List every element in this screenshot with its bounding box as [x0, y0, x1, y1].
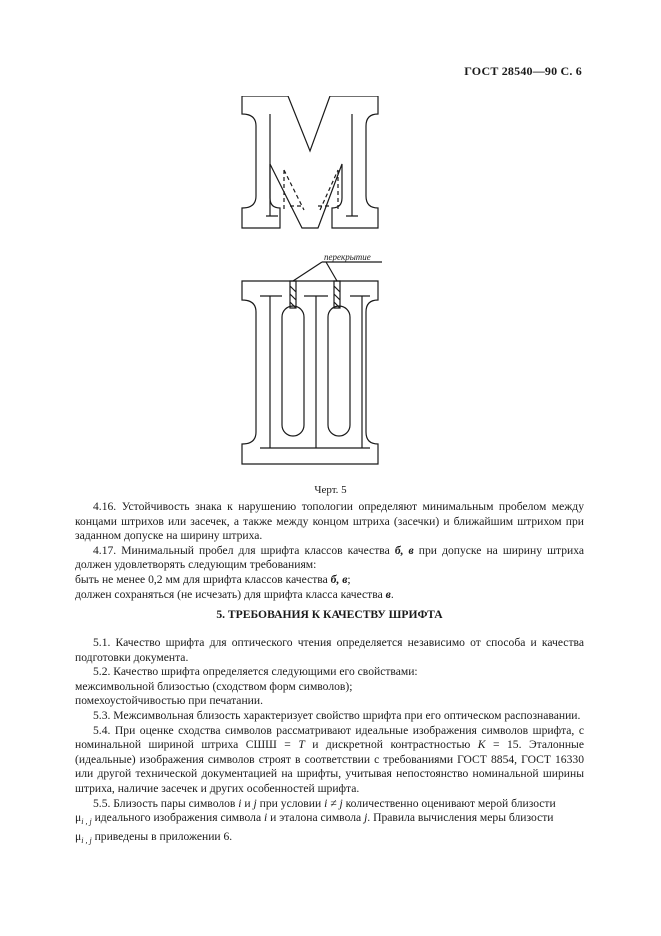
paragraph-5-4: 5.4. При оценке сходства символов рассматривают идеальные изображения символов шрифта, с номинальной шириной штриха СШШ = Т и дискретной контрастностью K = 15. Эталонные (идеальные) изображения символов строят в соответствии с требованиями ГОСТ 8854, ГОСТ 16330 или другой технической документацией на шрифты, учитывая непостоянство номинальной ширины штриха, наличие засечек и других особенностей шрифта. [75, 723, 584, 795]
figure-caption: Черт. 5 [314, 484, 347, 496]
paragraph-5-1: 5.1. Качество шрифта для оптического чтения определяется независимо от способа и качества подготовки документа. [75, 636, 584, 664]
letter-m-outline [242, 96, 378, 228]
letter-sh-outline [242, 281, 378, 464]
section-5-text [75, 636, 584, 848]
paragraph-4-17-item-2: должен сохраняться (не исчезать) для шрифта класса качества в. [75, 587, 394, 601]
letter-m-inner-left [266, 114, 278, 216]
section-5-heading-block [75, 608, 584, 623]
section-5-heading: 5. ТРЕБОВАНИЯ К КАЧЕСТВУ ШРИФТА [216, 608, 443, 621]
overlap-left [290, 281, 296, 308]
paragraph-5-5: 5.5. Близость пары символов i и j при условии i ≠ j количественно оценивают мерой близости $\mu_{i , j}$ идеального изображения символа i и эталона символа j. Правила вычисления меры близости $\mu_{i , j}$ приведены в приложении 6. [75, 796, 556, 845]
page-header: ГОСТ 28540—90 С. 6 [464, 64, 582, 78]
figure-5 [230, 96, 390, 474]
figure-drawing [230, 96, 390, 474]
paragraph-4-17-item-1: быть не менее 0,2 мм для шрифта классов качества б, в; [75, 572, 351, 586]
paragraph-5-3: 5.3. Межсимвольная близость характеризует свойство шрифта при его оптическом распознавании. [93, 708, 581, 722]
letter-sh-counter-left [282, 306, 304, 436]
paragraph-4-16: 4.16. Устойчивость знака к нарушению топологии определяют минимальным пробелом между концами штрихов или засечек, а также между концом штриха (засечки) и ближайшим штрихом при заданном допуске на ширину штриха. [75, 500, 584, 543]
letter-m-dashes [284, 170, 338, 210]
paragraph-4-17: 4.17. Минимальный пробел для шрифта классов качества б, в при допуске на ширину штриха должен удовлетворять следующим требованиям: [75, 543, 584, 572]
overlap-right [334, 281, 340, 308]
paragraph-5-2: 5.2. Качество шрифта определяется следующими его свойствами: [93, 665, 418, 679]
section-4-text [75, 500, 584, 602]
paragraph-5-2-item-2: помехоустойчивостью при печатании. [75, 694, 263, 708]
annotation-leader [293, 262, 382, 281]
figure-annotation: перекрытие [324, 252, 371, 262]
letter-sh-stems [260, 296, 370, 448]
letter-m-inner-right [346, 114, 358, 216]
letter-sh-counter-right [328, 306, 350, 436]
paragraph-5-2-item-1: межсимвольной близостью (сходством форм символов); [75, 679, 353, 693]
